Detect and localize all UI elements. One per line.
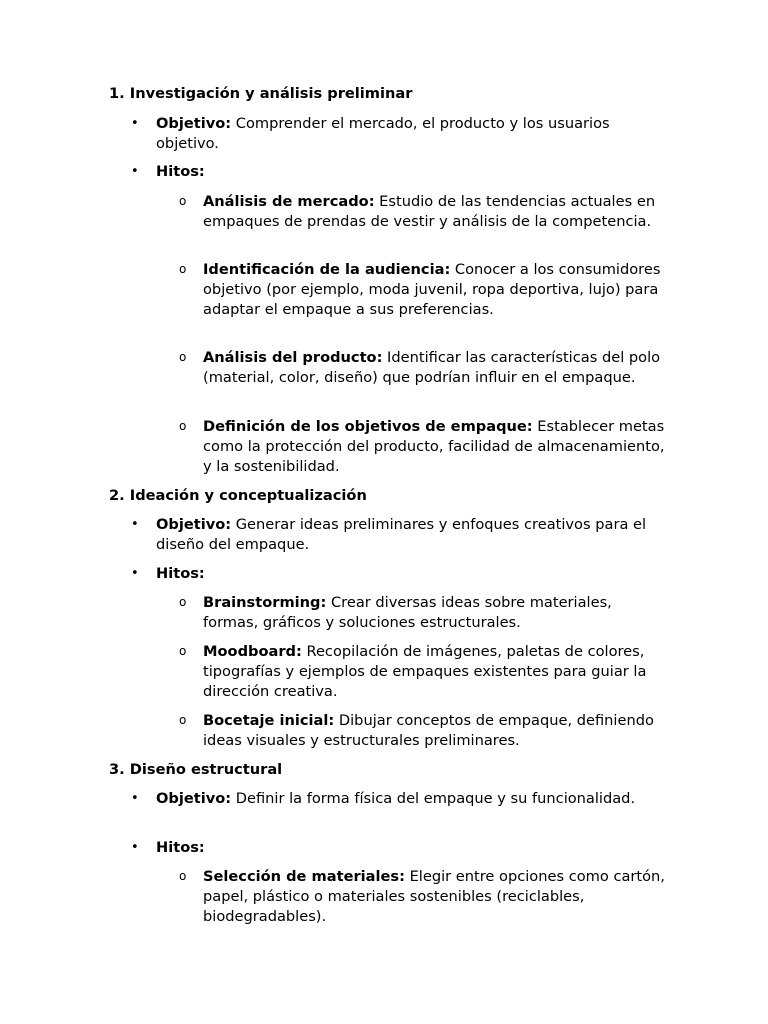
objective-label: Objetivo: bbox=[156, 516, 232, 533]
bullet-circle: o bbox=[179, 595, 187, 609]
objective-text: Comprender el mercado, el producto y los usuarios objetivo. bbox=[156, 115, 610, 152]
objective-item bbox=[156, 789, 671, 809]
hito-text: Crear diversas ideas sobre materiales, formas, gráficos y soluciones estructurales. bbox=[203, 594, 612, 631]
objective-label: Objetivo: bbox=[156, 115, 232, 132]
hito-label: Análisis de mercado: bbox=[203, 193, 375, 210]
bullet-circle: o bbox=[179, 262, 187, 276]
hito-text: Dibujar conceptos de empaque, definiendo ideas visuales y estructurales preliminares. bbox=[203, 712, 654, 749]
hito-item bbox=[203, 417, 671, 476]
hito-label: Definición de los objetivos de empaque: bbox=[203, 418, 533, 435]
objective-item bbox=[156, 114, 671, 154]
hito-text: Conocer a los consumidores objetivo (por ejemplo, moda juvenil, ropa deportiva, lujo) para adaptar el empaque a sus preferencias. bbox=[203, 261, 661, 318]
bullet-disc: • bbox=[131, 517, 139, 532]
objective-text: Generar ideas preliminares y enfoques creativos para el diseño del empaque. bbox=[156, 516, 647, 553]
hito-text: Elegir entre opciones como cartón, papel, plástico o materiales sostenibles (reciclables, biodegradables). bbox=[203, 868, 665, 925]
hito-item bbox=[203, 260, 671, 319]
hitos-label: Hitos: bbox=[156, 565, 205, 582]
hitos-item bbox=[156, 564, 671, 584]
hito-item bbox=[203, 867, 671, 926]
hito-text: Establecer metas como la protección del producto, facilidad de almacenamiento, y la sostenibilidad. bbox=[203, 418, 665, 475]
bullet-circle: o bbox=[179, 869, 187, 883]
bullet-circle: o bbox=[179, 419, 187, 433]
section-heading-3: 3. Diseño estructural bbox=[109, 761, 283, 778]
hito-text: Recopilación de imágenes, paletas de colores, tipografías y ejemplos de empaques existentes para guiar la dirección creativa. bbox=[203, 643, 647, 700]
objective-item bbox=[156, 515, 671, 555]
objective-text: Definir la forma física del empaque y su funcionalidad. bbox=[231, 790, 636, 807]
bullet-circle: o bbox=[179, 644, 187, 658]
bullet-disc: • bbox=[131, 566, 139, 581]
hito-item bbox=[203, 642, 671, 701]
bullet-disc: • bbox=[131, 116, 139, 131]
hito-label: Selección de materiales: bbox=[203, 868, 405, 885]
hito-label: Brainstorming: bbox=[203, 594, 327, 611]
hito-item bbox=[203, 711, 671, 751]
hito-text: Estudio de las tendencias actuales en empaques de prendas de vestir y análisis de la competencia. bbox=[203, 193, 656, 230]
section-heading-2: 2. Ideación y conceptualización bbox=[109, 487, 367, 504]
bullet-disc: • bbox=[131, 840, 139, 855]
bullet-disc: • bbox=[131, 164, 139, 179]
hito-item bbox=[203, 192, 671, 232]
hito-text: Identificar las características del polo (material, color, diseño) que podrían influir en el empaque. bbox=[203, 349, 661, 386]
hito-label: Moodboard: bbox=[203, 643, 302, 660]
hitos-item bbox=[156, 162, 671, 182]
hito-label: Análisis del producto: bbox=[203, 349, 383, 366]
hitos-label: Hitos: bbox=[156, 163, 205, 180]
hito-item bbox=[203, 348, 671, 388]
bullet-circle: o bbox=[179, 713, 187, 727]
hitos-item bbox=[156, 838, 671, 858]
bullet-circle: o bbox=[179, 194, 187, 208]
hito-label: Identificación de la audiencia: bbox=[203, 261, 451, 278]
bullet-disc: • bbox=[131, 791, 139, 806]
hito-label: Bocetaje inicial: bbox=[203, 712, 335, 729]
hito-item bbox=[203, 593, 671, 633]
section-heading-1: 1. Investigación y análisis preliminar bbox=[109, 85, 413, 102]
bullet-circle: o bbox=[179, 350, 187, 364]
hitos-label: Hitos: bbox=[156, 839, 205, 856]
objective-label: Objetivo: bbox=[156, 790, 232, 807]
